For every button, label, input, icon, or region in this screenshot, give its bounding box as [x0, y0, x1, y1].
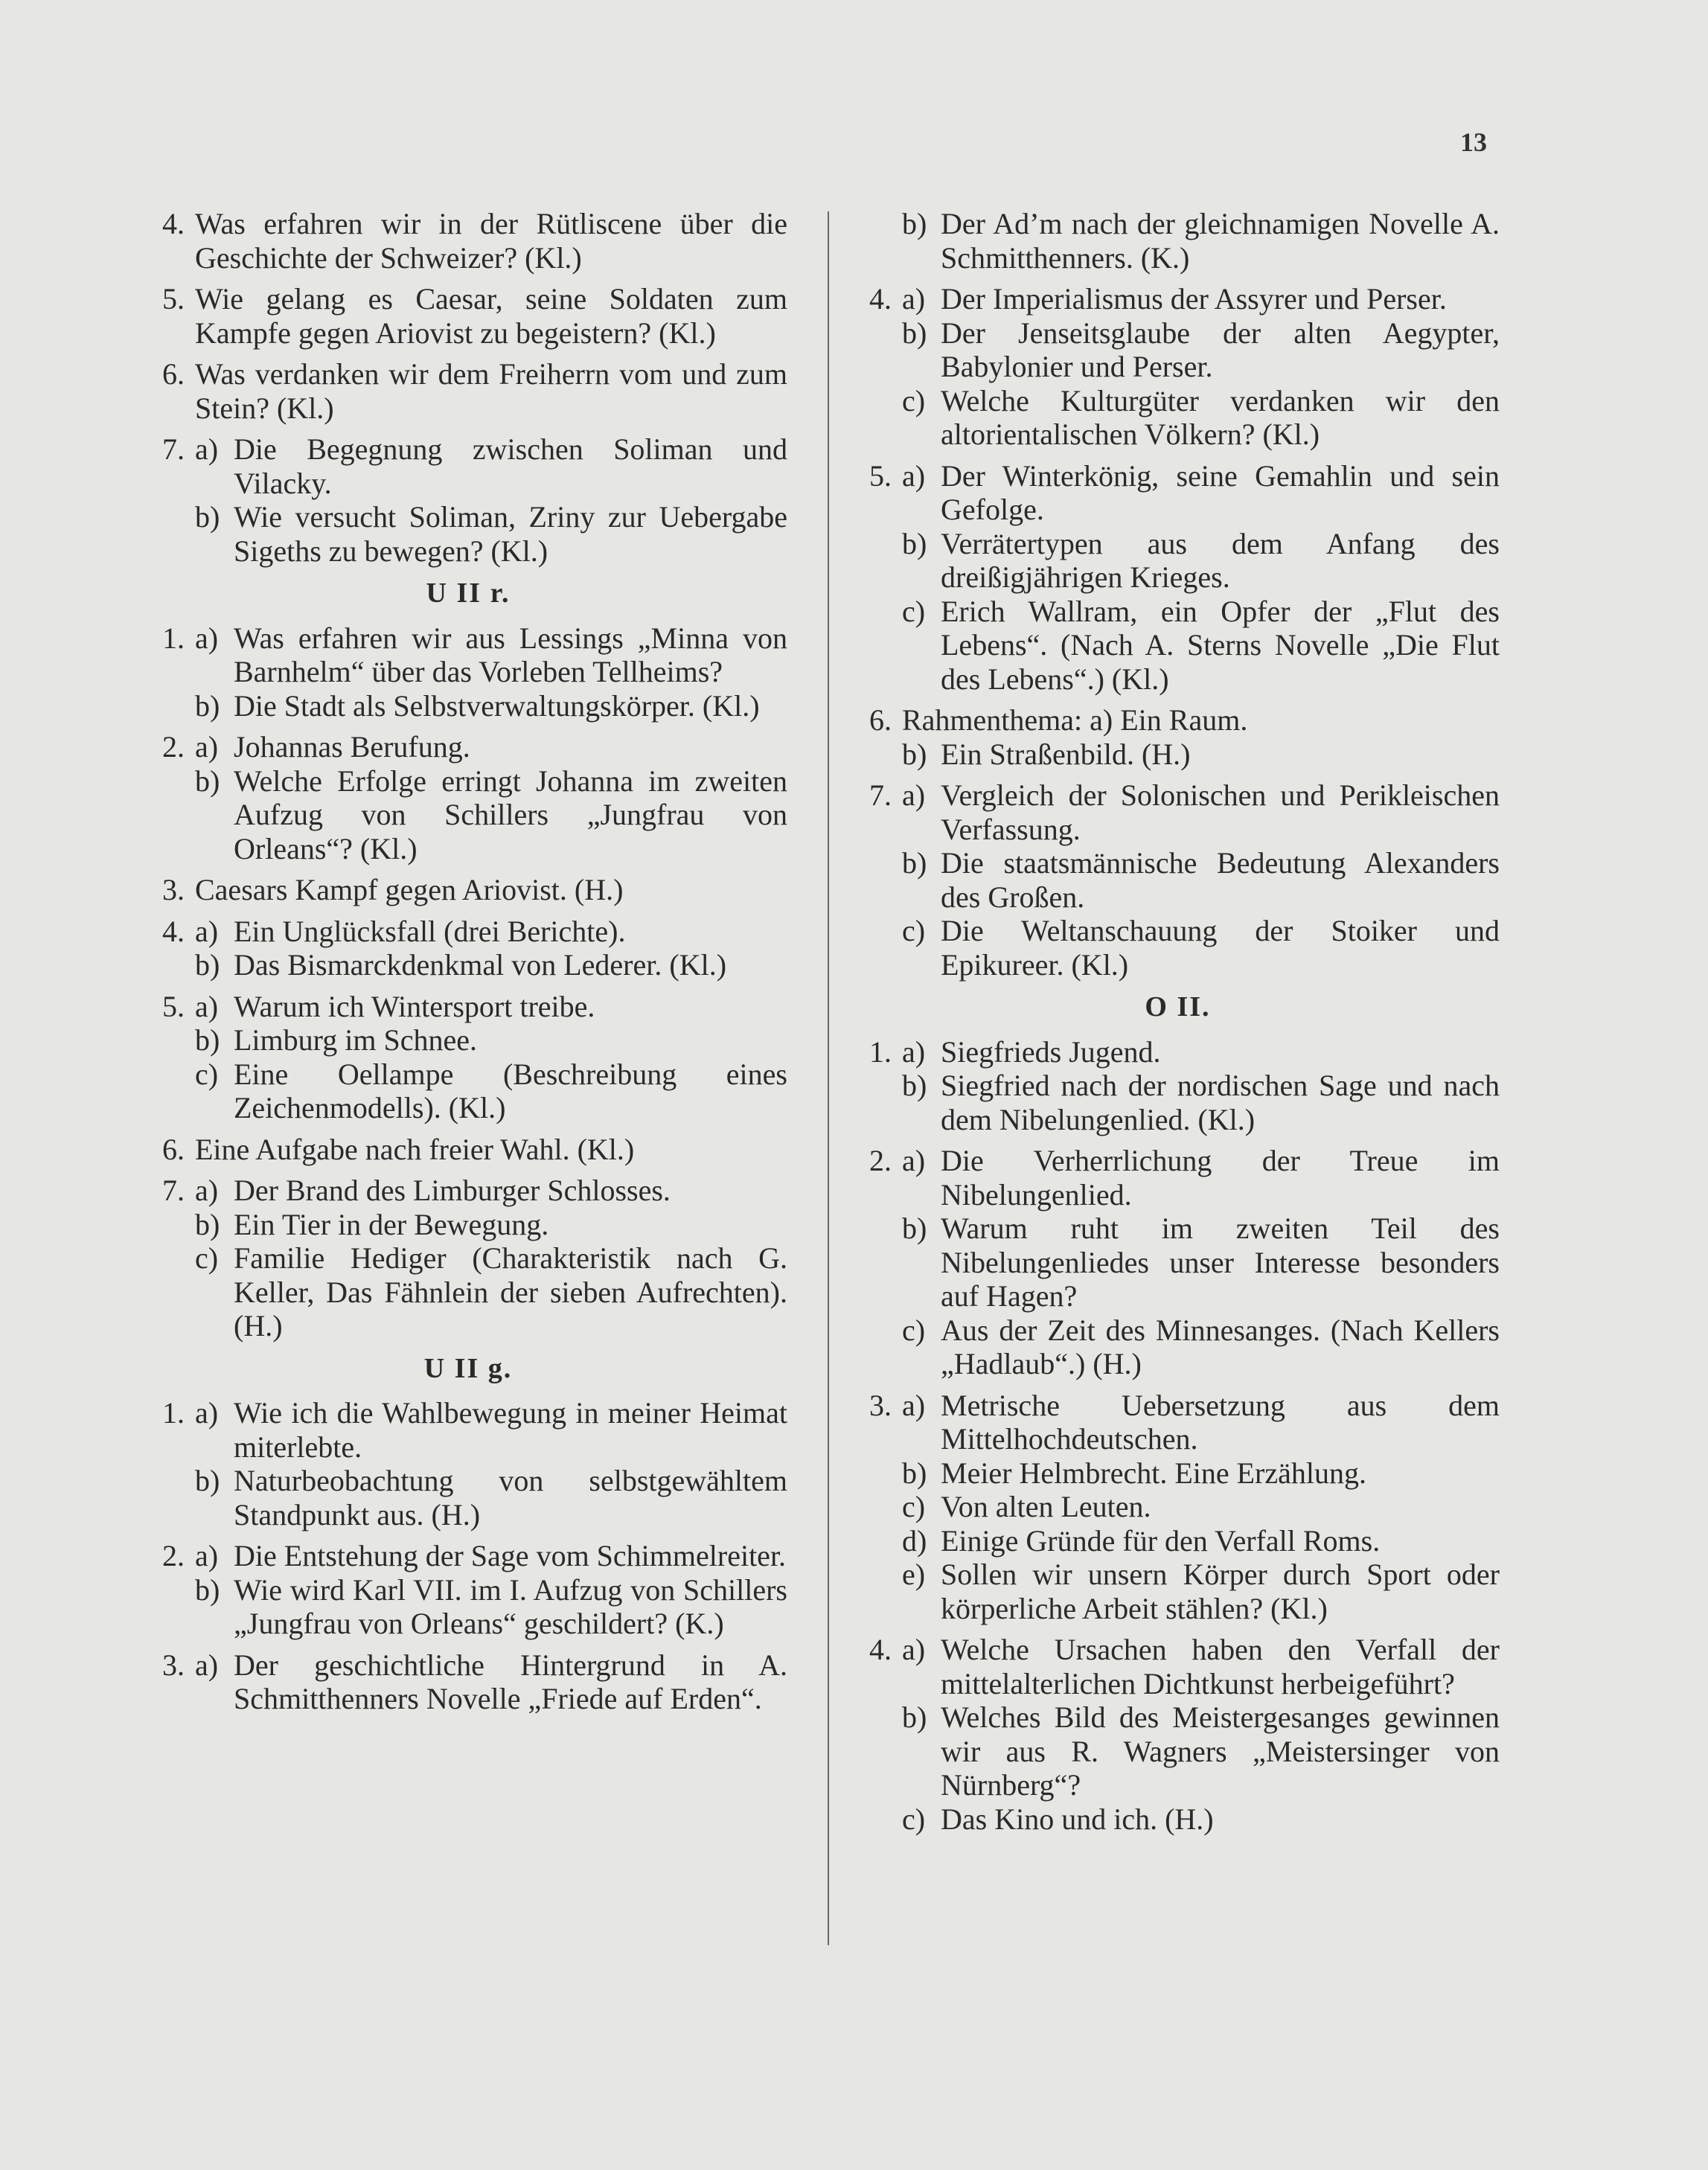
- item-number: 4.: [869, 1633, 892, 1666]
- sub-entry: [902, 1035, 1500, 1069]
- entry-text: Die Weltanschauung der Stoiker und Epikureer. (Kl.): [941, 914, 1500, 982]
- sub-entry: [195, 432, 787, 500]
- entry-text: Einige Gründe für den Verfall Roms.: [941, 1523, 1381, 1558]
- list-item: [149, 282, 787, 350]
- right-column: [856, 207, 1500, 1843]
- entry-text: Wie versucht Soliman, Zriny zur Uebergabe Sigeths zu bewegen? (Kl.): [234, 500, 787, 568]
- entry-text: Wie ich die Wahlbewegung in meiner Heimat miterlebte.: [234, 1396, 787, 1464]
- sub-label: c): [195, 1057, 219, 1091]
- sub-label: b): [195, 1207, 220, 1241]
- entry-text: Familie Hediger (Charakteristik nach G. Keller, Das Fähnlein der sieben Aufrechten). (H.): [234, 1241, 787, 1342]
- entry-text: Ein Tier in der Bewegung.: [234, 1207, 549, 1241]
- section-heading: O II.: [1145, 991, 1211, 1022]
- entry-text: Eine Aufgabe nach freier Wahl. (Kl.): [195, 1132, 635, 1166]
- sub-entry: [195, 1573, 787, 1641]
- sub-label: b): [902, 1069, 927, 1102]
- sub-entry: [195, 990, 787, 1024]
- item-number: 4.: [162, 914, 185, 948]
- entry-text: Verrätertypen aus dem Anfang des dreißigjährigen Krieges.: [941, 526, 1500, 594]
- sub-entry: [902, 914, 1500, 982]
- sub-entry: [195, 357, 787, 425]
- sub-label: a): [902, 1633, 926, 1666]
- sub-entry: [902, 1389, 1500, 1456]
- entry-text: Erich Wallram, ein Opfer der „Flut des Lebens“. (Nach A. Sterns Novelle „Die Flut des Lebens“.) (Kl.): [941, 594, 1500, 696]
- sub-label: b): [195, 1023, 220, 1057]
- sub-label: b): [902, 1700, 927, 1734]
- sub-label: a): [195, 1174, 219, 1207]
- sub-entry: [902, 282, 1500, 316]
- sub-entry: [195, 282, 787, 350]
- list-item: [856, 1035, 1500, 1137]
- sub-entry: [902, 1144, 1500, 1212]
- item-number: 3.: [869, 1388, 892, 1422]
- sub-entry: [902, 595, 1500, 697]
- entry-text: Die Stadt als Selbstverwaltungskörper. (Kl.): [234, 688, 760, 723]
- list-item: [149, 432, 787, 568]
- sub-entry: [195, 1396, 787, 1464]
- sub-entry: [902, 1558, 1500, 1625]
- sub-entry: [902, 1212, 1500, 1313]
- entry-text: Das Kino und ich. (H.): [941, 1802, 1214, 1836]
- entry-text: Die staatsmännische Bedeutung Alexanders des Großen.: [941, 846, 1500, 914]
- sub-entry: [195, 730, 787, 764]
- item-number: 1.: [162, 621, 185, 655]
- item-number: [856, 207, 902, 275]
- sub-entry: [195, 1648, 787, 1716]
- entry-text: Aus der Zeit des Minnesanges. (Nach Kellers „Hadlaub“.) (H.): [941, 1313, 1500, 1380]
- list-item: [149, 1396, 787, 1532]
- sub-entry: [902, 846, 1500, 914]
- sub-label: a): [195, 1396, 219, 1430]
- list-item: [149, 207, 787, 275]
- list-item: [856, 459, 1500, 697]
- sub-label: c): [902, 1313, 926, 1347]
- entry-text: Siegfrieds Jugend.: [941, 1034, 1161, 1069]
- sub-entry: [902, 316, 1500, 384]
- sub-entry: [902, 1313, 1500, 1381]
- sub-label: a): [195, 432, 219, 466]
- entry-text: Eine Oellampe (Beschreibung eines Zeichenmodells). (Kl.): [234, 1057, 787, 1124]
- entry-text: Welche Erfolge erringt Johanna im zweiten Aufzug von Schillers „Jungfrau von Orleans“? (Kl.): [234, 764, 787, 865]
- entry-text: Vergleich der Solonischen und Perikleischen Verfassung.: [941, 778, 1500, 846]
- entry-text: Warum ruht im zweiten Teil des Nibelungenliedes unser Interesse besonders auf Hagen?: [941, 1212, 1500, 1313]
- list-item: [856, 207, 1500, 275]
- sub-label: c): [902, 914, 926, 947]
- entry-text: Meier Helmbrecht. Eine Erzählung.: [941, 1456, 1366, 1490]
- entry-text: Caesars Kampf gegen Ariovist. (H.): [195, 873, 624, 906]
- sub-entry: [195, 1464, 787, 1532]
- sub-entry: [195, 764, 787, 866]
- sub-entry: [902, 1633, 1500, 1700]
- sub-entry: [195, 621, 787, 689]
- list-item: [856, 703, 1500, 771]
- entry-text: Sollen wir unsern Körper durch Sport oder körperliche Arbeit stählen? (Kl.): [941, 1558, 1500, 1625]
- sub-label: b): [902, 846, 927, 880]
- left-column: [149, 207, 787, 1723]
- sub-entry: [195, 915, 787, 949]
- entry-text: Von alten Leuten.: [941, 1490, 1151, 1523]
- sub-entry: [902, 778, 1500, 846]
- sub-label: a): [902, 1034, 926, 1069]
- entry-text: Johannas Berufung.: [234, 730, 470, 764]
- sub-label: a): [195, 1539, 219, 1572]
- item-number: 6.: [869, 703, 892, 737]
- section-heading: U II r.: [426, 577, 511, 609]
- list-item: [856, 1144, 1500, 1381]
- sub-entry: [195, 873, 787, 907]
- sub-label: a): [195, 730, 219, 764]
- item-number: 5.: [162, 282, 185, 316]
- sub-entry: [195, 1057, 787, 1125]
- sub-label: b): [902, 1456, 927, 1490]
- entry-text: Rahmenthema: a) Ein Raum.: [902, 703, 1248, 737]
- sub-label: b): [195, 948, 220, 982]
- sub-label: c): [195, 1241, 219, 1275]
- sub-entry: [902, 207, 1500, 275]
- sub-entry: [902, 1802, 1500, 1837]
- entry-text: Warum ich Wintersport treibe.: [234, 989, 595, 1023]
- list-item: [149, 1174, 787, 1343]
- sub-entry: [195, 207, 787, 275]
- list-item: [149, 621, 787, 723]
- sub-entry: [902, 459, 1500, 527]
- sub-label: a): [195, 989, 219, 1023]
- item-number: 5.: [162, 989, 185, 1023]
- list-item: [856, 1633, 1500, 1836]
- sub-entry: [195, 1133, 787, 1167]
- item-number: 2.: [869, 1144, 892, 1177]
- list-item: [149, 357, 787, 425]
- list-item: [149, 1648, 787, 1716]
- item-number: 3.: [162, 873, 185, 906]
- item-number: 7.: [162, 1174, 185, 1207]
- sub-entry: [902, 384, 1500, 452]
- list-item: [149, 873, 787, 907]
- sub-entry: [902, 1524, 1500, 1558]
- entry-text: Der geschichtliche Hintergrund in A. Schmitthenners Novelle „Friede auf Erden“.: [234, 1648, 787, 1715]
- entry-text: Welche Ursachen haben den Verfall der mittelalterlichen Dichtkunst herbeigeführt?: [941, 1633, 1500, 1700]
- sub-entry: [902, 1069, 1500, 1136]
- entry-text: Ein Straßenbild. (H.): [941, 737, 1191, 771]
- item-number: 5.: [869, 458, 892, 493]
- sub-label: b): [195, 1464, 220, 1497]
- item-number: 2.: [162, 1539, 185, 1572]
- list-item: [856, 778, 1500, 982]
- section-heading: U II g.: [423, 1352, 513, 1384]
- sub-entry: [902, 1700, 1500, 1802]
- sub-entry: [195, 1539, 787, 1573]
- entry-text: Die Verherrlichung der Treue im Nibelungenlied.: [941, 1144, 1500, 1212]
- sub-entry: [902, 703, 1500, 737]
- entry-text: Die Entstehung der Sage vom Schimmelreiter.: [234, 1539, 787, 1572]
- entry-text: Naturbeobachtung von selbstgewähltem Standpunkt aus. (H.): [234, 1464, 787, 1532]
- entry-text: Ein Unglücksfall (drei Berichte).: [234, 914, 626, 948]
- sub-label: a): [902, 1144, 926, 1177]
- item-number: 3.: [162, 1648, 185, 1682]
- entry-text: Siegfried nach der nordischen Sage und nach dem Nibelungenlied. (Kl.): [941, 1069, 1500, 1136]
- sub-entry: [195, 1023, 787, 1057]
- entry-text: Der Imperialismus der Assyrer und Perser.: [941, 282, 1447, 316]
- sub-label: b): [902, 1212, 927, 1245]
- list-item: [149, 915, 787, 982]
- sub-label: d): [902, 1523, 927, 1558]
- entry-text: Was erfahren wir aus Lessings „Minna von Barnhelm“ über das Vorleben Tellheims?: [234, 621, 787, 688]
- list-item: [149, 1539, 787, 1641]
- sub-label: b): [195, 1572, 220, 1607]
- sub-label: b): [902, 737, 927, 771]
- sub-label: a): [195, 621, 219, 655]
- sub-label: a): [902, 282, 926, 316]
- list-item: [149, 730, 787, 865]
- entry-text: Der Winterkönig, seine Gemahlin und sein Gefolge.: [941, 458, 1500, 526]
- sub-label: a): [902, 778, 926, 812]
- entry-text: Wie gelang es Caesar, seine Soldaten zum Kampfe gegen Ariovist zu begeistern? (Kl.): [195, 282, 787, 350]
- sub-label: a): [902, 458, 926, 493]
- sub-label: c): [902, 1490, 926, 1523]
- sub-entry: [902, 1490, 1500, 1524]
- page-number: 13: [1460, 127, 1487, 157]
- sub-label: a): [195, 1648, 219, 1682]
- sub-label: b): [195, 764, 220, 798]
- list-item: [856, 282, 1500, 452]
- entry-text: Wie wird Karl VII. im I. Aufzug von Schillers „Jungfrau von Orleans“ geschildert? (K.): [234, 1572, 787, 1640]
- list-item: [856, 1389, 1500, 1626]
- sub-label: b): [195, 500, 220, 534]
- entry-text: Was erfahren wir in der Rütliscene über die Geschichte der Schweizer? (Kl.): [195, 207, 787, 275]
- sub-entry: [902, 1456, 1500, 1491]
- item-number: 6.: [162, 357, 185, 391]
- sub-label: c): [902, 383, 926, 417]
- sub-entry: [195, 1241, 787, 1343]
- item-number: 1.: [162, 1396, 185, 1430]
- sub-entry: [195, 948, 787, 982]
- list-item: [149, 990, 787, 1125]
- sub-entry: [195, 500, 787, 568]
- item-number: 6.: [162, 1132, 185, 1166]
- item-number: 4.: [162, 207, 185, 240]
- column-divider: [828, 211, 829, 1945]
- sub-label: b): [902, 526, 927, 560]
- item-number: 1.: [869, 1034, 892, 1069]
- item-number: 2.: [162, 730, 185, 764]
- entry-text: Welche Kulturgüter verdanken wir den altorientalischen Völkern? (Kl.): [941, 383, 1500, 451]
- sub-label: b): [902, 207, 927, 240]
- entry-text: Das Bismarckdenkmal von Lederer. (Kl.): [234, 948, 727, 982]
- sub-entry: [195, 1208, 787, 1242]
- sub-entry: [902, 527, 1500, 595]
- entry-text: Metrische Uebersetzung aus dem Mittelhochdeutschen.: [941, 1388, 1500, 1456]
- entry-text: Der Brand des Limburger Schlosses.: [234, 1174, 671, 1207]
- sub-label: b): [195, 688, 220, 723]
- entry-text: Der Jenseitsglaube der alten Aegypter, Babylonier und Perser.: [941, 316, 1500, 383]
- entry-text: Limburg im Schnee.: [234, 1023, 477, 1057]
- list-item: [149, 1133, 787, 1167]
- entry-text: Die Begegnung zwischen Soliman und Vilacky.: [234, 432, 787, 500]
- sub-label: b): [902, 316, 927, 350]
- sub-entry: [195, 1174, 787, 1208]
- entry-text: Was verdanken wir dem Freiherrn vom und zum Stein? (Kl.): [195, 357, 787, 425]
- item-number: 4.: [869, 282, 892, 316]
- sub-label: c): [902, 1802, 926, 1836]
- entry-text: Der Ad’m nach der gleichnamigen Novelle A. Schmitthenners. (K.): [941, 207, 1500, 275]
- sub-entry: [195, 689, 787, 723]
- sub-label: e): [902, 1558, 926, 1591]
- entry-text: Welches Bild des Meistergesanges gewinnen wir aus R. Wagners „Meistersinger von Nürnberg“?: [941, 1700, 1500, 1802]
- sub-label: a): [902, 1388, 926, 1422]
- item-number: 7.: [869, 778, 892, 812]
- item-number: 7.: [162, 432, 185, 466]
- sub-entry: [902, 737, 1500, 772]
- sub-label: a): [195, 914, 219, 948]
- sub-label: c): [902, 594, 926, 628]
